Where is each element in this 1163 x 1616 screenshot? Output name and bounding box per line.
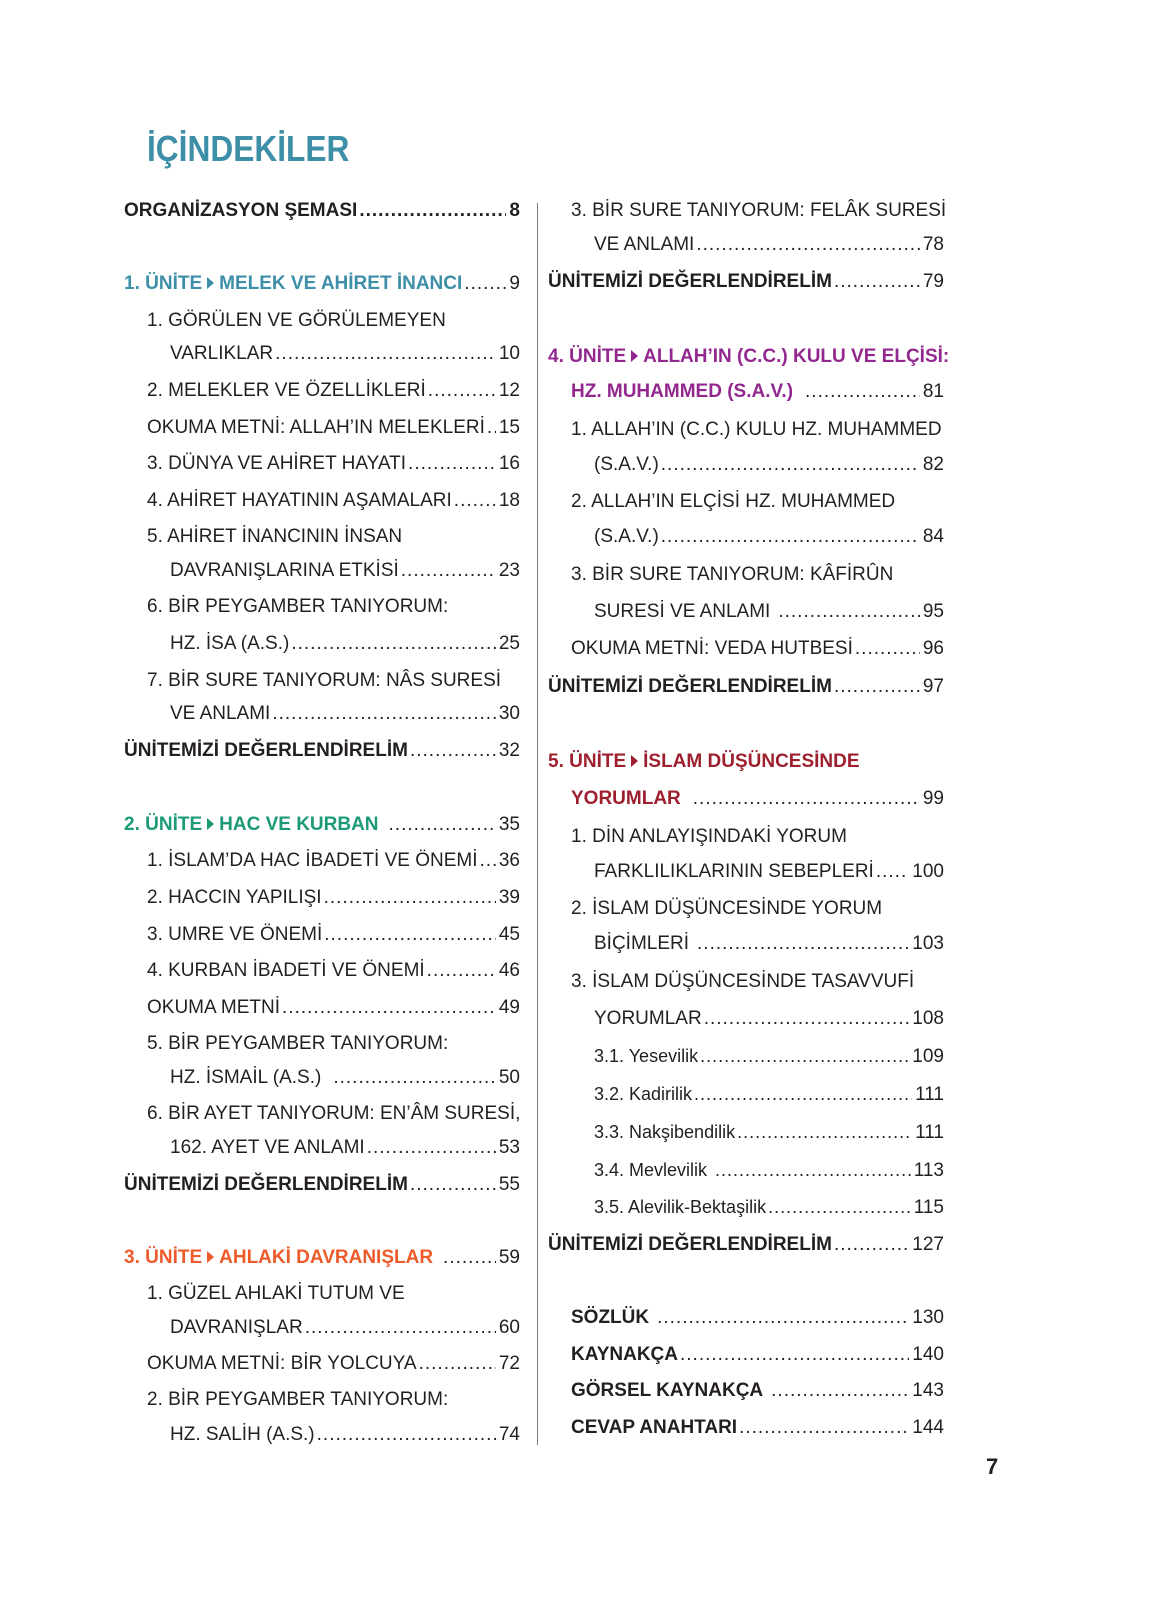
toc-label: BİÇİMLERİ [594, 933, 690, 954]
toc-page: 50 [498, 1067, 520, 1088]
toc-label: 3. DÜNYA VE AHİRET HAYATI [147, 453, 407, 474]
leader-dots [410, 736, 496, 766]
toc-entry-visual-bibliography[interactable] [571, 1376, 944, 1406]
toc-entry[interactable] [124, 1170, 520, 1200]
toc-entry[interactable] [170, 339, 520, 369]
leader-dots [657, 1303, 909, 1333]
leader-dots [454, 486, 496, 516]
leader-dots [317, 1420, 496, 1450]
toc-line[interactable]: 3. BİR SURE TANIYORUM: FELÂK SURESİ [571, 200, 947, 221]
toc-label: OKUMA METNİ [147, 997, 281, 1018]
unit-heading-3[interactable] [124, 1243, 520, 1273]
toc-entry[interactable] [147, 993, 520, 1023]
toc-page: 46 [498, 960, 520, 981]
unit-title-cont: YORUMLAR [571, 788, 681, 809]
leader-dots [443, 1243, 496, 1273]
toc-page: 109 [912, 1046, 944, 1067]
toc-label: 2. HACCIN YAPILIŞI [147, 887, 322, 908]
toc-page: 140 [912, 1344, 944, 1365]
toc-line[interactable]: 6. BİR AYET TANIYORUM: EN’ÂM SURESİ, [147, 1103, 521, 1124]
toc-subentry[interactable] [594, 1079, 944, 1109]
leader-dots [771, 1376, 909, 1406]
toc-page: 55 [498, 1174, 520, 1195]
toc-label: 2. MELEKLER VE ÖZELLİKLERİ [147, 380, 426, 401]
toc-page: 99 [922, 788, 944, 809]
toc-entry[interactable] [548, 672, 944, 702]
toc-page: 74 [498, 1424, 520, 1445]
toc-line[interactable]: 1. DİN ANLAYIŞINDAKİ YORUM [571, 826, 847, 847]
toc-page: 10 [498, 343, 520, 364]
toc-label: CEVAP ANAHTARI [571, 1417, 738, 1438]
leader-dots [359, 196, 506, 226]
toc-entry[interactable] [170, 556, 520, 586]
leader-dots [367, 1133, 496, 1163]
leader-dots [704, 1004, 910, 1034]
toc-entry[interactable] [170, 1133, 520, 1163]
triangle-right-icon [207, 277, 214, 289]
toc-label: HZ. İSMAİL (A.S.) [170, 1067, 322, 1088]
toc-label: ÜNİTEMİZİ DEĞERLENDİRELİM [548, 271, 832, 292]
toc-subentry[interactable] [594, 1117, 944, 1147]
unit-title: HAC VE KURBAN [219, 814, 379, 835]
toc-label: (S.A.V.) [594, 526, 659, 547]
toc-label: VE ANLAMI [170, 703, 271, 724]
leader-dots [479, 846, 495, 876]
toc-label: YORUMLAR [594, 1008, 702, 1029]
unit-title: MELEK VE AHİRET İNANCI [219, 273, 463, 294]
leader-dots [778, 597, 920, 627]
toc-entry[interactable] [170, 699, 520, 729]
toc-entry[interactable] [594, 857, 944, 887]
toc-page: 53 [498, 1137, 520, 1158]
toc-label: ÜNİTEMİZİ DEĞERLENDİRELİM [548, 1234, 832, 1255]
toc-page: 16 [498, 453, 520, 474]
leader-dots [805, 377, 920, 407]
toc-page: 108 [912, 1008, 944, 1029]
toc-label: ORGANİZASYON ŞEMASI [124, 200, 358, 221]
unit-title-cont: HZ. MUHAMMED (S.A.V.) [571, 381, 794, 402]
toc-entry[interactable] [124, 196, 520, 226]
toc-page: 111 [915, 1122, 944, 1143]
leader-dots [419, 1349, 496, 1379]
toc-entry[interactable] [170, 629, 520, 659]
toc-entry[interactable] [594, 929, 944, 959]
toc-label: KAYNAKÇA [571, 1344, 678, 1365]
toc-entry[interactable] [124, 736, 520, 766]
leader-dots [291, 629, 496, 659]
toc-page: 8 [509, 200, 520, 221]
leader-dots [700, 1041, 909, 1071]
toc-label: ÜNİTEMİZİ DEĞERLENDİRELİM [124, 740, 408, 761]
leader-dots [834, 672, 920, 702]
toc-line[interactable]: 1. GÜZEL AHLAKİ TUTUM VE [147, 1283, 405, 1304]
leader-dots [324, 920, 496, 950]
toc-entry[interactable] [147, 883, 520, 913]
leader-dots [768, 1192, 911, 1222]
toc-entry[interactable] [170, 1313, 520, 1343]
leader-dots [408, 449, 496, 479]
toc-page: 23 [498, 560, 520, 581]
toc-page: 39 [498, 887, 520, 908]
toc-label: OKUMA METNİ: BİR YOLCUYA [147, 1353, 417, 1374]
toc-label: VARLIKLAR [170, 343, 274, 364]
leader-dots [324, 883, 496, 913]
toc-page: 103 [912, 933, 944, 954]
toc-label: 3.5. Alevilik-Bektaşilik [594, 1197, 767, 1217]
toc-entry[interactable] [594, 450, 944, 480]
page-title: İÇİNDEKİLER [147, 128, 350, 169]
toc-label: OKUMA METNİ: VEDA HUTBESİ [571, 638, 853, 659]
leader-dots [661, 522, 920, 552]
unit-number: 4. ÜNİTE [548, 346, 627, 367]
toc-entry-answer-key[interactable] [571, 1413, 944, 1443]
toc-label: 1. İSLAM’DA HAC İBADETİ VE ÖNEMİ [147, 850, 478, 871]
unit-heading-4[interactable] [548, 342, 949, 372]
toc-page: 78 [922, 234, 944, 255]
leader-dots [275, 339, 496, 369]
toc-entry[interactable] [147, 846, 520, 876]
toc-label: 3.4. Mevlevilik [594, 1160, 708, 1180]
toc-line[interactable]: 1. GÖRÜLEN VE GÖRÜLEMEYEN [147, 310, 446, 331]
toc-label: DAVRANIŞLARINA ETKİSİ [170, 560, 399, 581]
leader-dots [696, 230, 920, 260]
toc-page: 95 [922, 601, 944, 622]
toc-label: HZ. SALİH (A.S.) [170, 1424, 315, 1445]
toc-label: ÜNİTEMİZİ DEĞERLENDİRELİM [124, 1174, 408, 1195]
toc-entry[interactable] [147, 376, 520, 406]
leader-dots [401, 556, 496, 586]
unit-number: 2. ÜNİTE [124, 814, 203, 835]
toc-page: 25 [498, 633, 520, 654]
toc-page: 30 [498, 703, 520, 724]
leader-dots [694, 1079, 912, 1109]
triangle-right-icon [631, 755, 638, 767]
toc-line[interactable]: 6. BİR PEYGAMBER TANIYORUM: [147, 596, 449, 617]
triangle-right-icon [631, 350, 638, 362]
toc-page: 143 [912, 1380, 944, 1401]
toc-page: 130 [912, 1307, 944, 1328]
leader-dots [680, 1340, 909, 1370]
unit-title: ALLAH’IN (C.C.) KULU VE ELÇİSİ: [643, 346, 950, 367]
toc-page: 79 [922, 271, 944, 292]
unit-title: İSLAM DÜŞÜNCESİNDE [643, 751, 860, 772]
toc-page: 96 [922, 638, 944, 659]
toc-label: (S.A.V.) [594, 454, 659, 475]
unit-heading-1[interactable] [124, 269, 520, 299]
toc-page: 32 [498, 740, 520, 761]
leader-dots [464, 269, 506, 299]
toc-label: SURESİ VE ANLAMI [594, 601, 771, 622]
toc-page: 113 [913, 1160, 944, 1181]
toc-entry[interactable] [571, 634, 944, 664]
leader-dots [737, 1117, 912, 1147]
triangle-right-icon [207, 818, 214, 830]
toc-entry[interactable] [147, 920, 520, 950]
leader-dots [272, 699, 496, 729]
toc-entry[interactable] [548, 267, 944, 297]
toc-page: 36 [498, 850, 520, 871]
toc-entry[interactable] [548, 1230, 944, 1260]
toc-entry[interactable] [594, 522, 944, 552]
toc-entry[interactable] [170, 1063, 520, 1093]
toc-label: 3.3. Nakşibendilik [594, 1122, 736, 1142]
unit-heading-2[interactable] [124, 810, 520, 840]
toc-page: 60 [498, 1317, 520, 1338]
toc-label: 4. AHİRET HAYATININ AŞAMALARI [147, 490, 452, 511]
toc-line[interactable]: 5. BİR PEYGAMBER TANIYORUM: [147, 1033, 449, 1054]
toc-label: VE ANLAMI [594, 234, 695, 255]
toc-label: 4. KURBAN İBADETİ VE ÖNEMİ [147, 960, 425, 981]
leader-dots [855, 634, 920, 664]
toc-subentry[interactable] [594, 1041, 944, 1071]
toc-entry[interactable] [147, 449, 520, 479]
toc-page: 35 [498, 814, 520, 835]
unit-number: 1. ÜNİTE [124, 273, 203, 294]
toc-entry[interactable] [170, 1420, 520, 1450]
toc-label: 3.2. Kadirilik [594, 1084, 693, 1104]
toc-entry[interactable] [594, 597, 944, 627]
toc-page: 144 [912, 1417, 944, 1438]
unit-heading-4-cont[interactable] [571, 377, 944, 407]
leader-dots [834, 267, 920, 297]
toc-label: 3.1. Yesevilik [594, 1046, 699, 1066]
toc-page: 12 [498, 380, 520, 401]
toc-page: 45 [498, 924, 520, 945]
toc-line[interactable]: 3. İSLAM DÜŞÜNCESİNDE TASAVVUFİ [571, 971, 915, 992]
toc-label: 3. UMRE VE ÖNEMİ [147, 924, 323, 945]
leader-dots [834, 1230, 909, 1260]
leader-dots [389, 810, 496, 840]
unit-number: 3. ÜNİTE [124, 1247, 203, 1268]
toc-page: 49 [498, 997, 520, 1018]
toc-page: 100 [912, 861, 944, 882]
toc-page: 15 [498, 417, 520, 438]
unit-number: 5. ÜNİTE [548, 751, 627, 772]
leader-dots [333, 1063, 496, 1093]
leader-dots [715, 1155, 911, 1185]
leader-dots [282, 993, 496, 1023]
toc-label: HZ. İSA (A.S.) [170, 633, 290, 654]
unit-heading-5[interactable] [548, 747, 860, 777]
toc-page: 127 [912, 1234, 944, 1255]
toc-page: 97 [922, 676, 944, 697]
leader-dots [693, 784, 920, 814]
leader-dots [661, 450, 920, 480]
toc-label: DAVRANIŞLAR [170, 1317, 303, 1338]
toc-label: SÖZLÜK [571, 1307, 650, 1328]
toc-entry[interactable] [594, 230, 944, 260]
unit-heading-5-cont[interactable] [571, 784, 944, 814]
toc-label: OKUMA METNİ: ALLAH’IN MELEKLERİ [147, 417, 485, 438]
toc-label: ÜNİTEMİZİ DEĞERLENDİRELİM [548, 676, 832, 697]
toc-line[interactable]: 1. ALLAH’IN (C.C.) KULU HZ. MUHAMMED [571, 419, 942, 440]
toc-line[interactable]: 2. ALLAH’IN ELÇİSİ HZ. MUHAMMED [571, 491, 896, 512]
leader-dots [739, 1413, 909, 1443]
toc-page: 81 [922, 381, 944, 402]
toc-label: FARKLILIKLARININ SEBEPLERİ [594, 861, 874, 882]
toc-page: 18 [498, 490, 520, 511]
toc-line[interactable]: 2. BİR PEYGAMBER TANIYORUM: [147, 1389, 449, 1410]
leader-dots [487, 413, 496, 443]
leader-dots [410, 1170, 496, 1200]
toc-page: 111 [915, 1084, 944, 1105]
toc-page: 84 [922, 526, 944, 547]
toc-entry[interactable] [147, 486, 520, 516]
toc-subentry[interactable] [594, 1192, 944, 1222]
toc-entry[interactable] [594, 1004, 944, 1034]
leader-dots [428, 376, 496, 406]
toc-entry[interactable] [147, 956, 520, 986]
toc-page: 9 [509, 273, 520, 294]
toc-entry-bibliography[interactable] [571, 1340, 944, 1370]
leader-dots [427, 956, 496, 986]
toc-line[interactable]: 2. İSLAM DÜŞÜNCESİNDE YORUM [571, 898, 883, 919]
leader-dots [697, 929, 909, 959]
toc-line[interactable]: 3. BİR SURE TANIYORUM: KÂFİRÛN [571, 564, 894, 585]
toc-line[interactable]: 5. AHİRET İNANCININ İNSAN [147, 526, 403, 547]
toc-page: 59 [498, 1247, 520, 1268]
toc-subentry[interactable] [594, 1155, 944, 1185]
page-number: 7 [986, 1454, 999, 1479]
toc-entry-glossary[interactable] [571, 1303, 944, 1333]
unit-title: AHLAKİ DAVRANIŞLAR [219, 1247, 434, 1268]
toc-page: 115 [913, 1197, 944, 1218]
toc-entry[interactable] [147, 1349, 520, 1379]
toc-line[interactable]: 7. BİR SURE TANIYORUM: NÂS SURESİ [147, 670, 502, 691]
toc-label: GÖRSEL KAYNAKÇA [571, 1380, 764, 1401]
triangle-right-icon [207, 1251, 214, 1263]
leader-dots [305, 1313, 496, 1343]
toc-entry[interactable] [147, 413, 520, 443]
toc-label: 162. AYET VE ANLAMI [170, 1137, 365, 1158]
toc-page: 72 [498, 1353, 520, 1374]
leader-dots [876, 857, 909, 887]
toc-page: 82 [922, 454, 944, 475]
column-divider [537, 203, 538, 1445]
